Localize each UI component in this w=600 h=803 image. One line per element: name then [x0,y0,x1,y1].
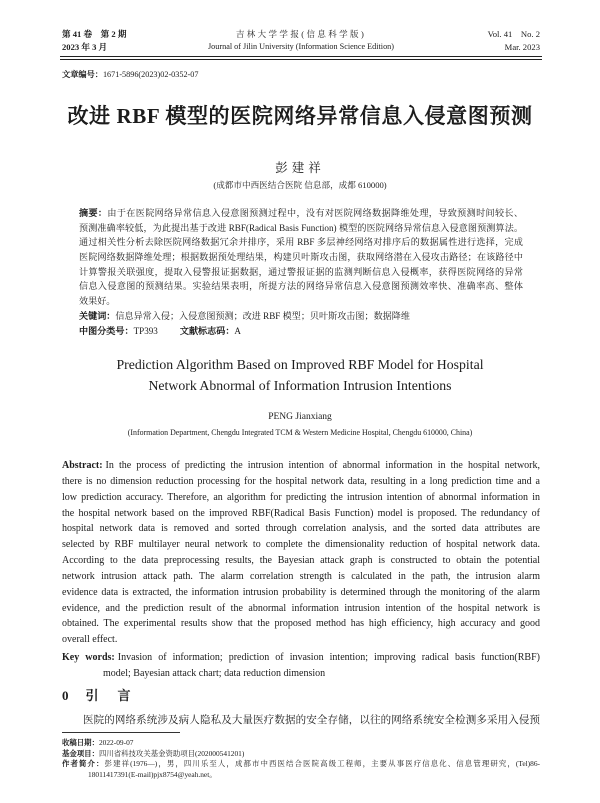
journal-name-cn: 吉林大学学报(信息科学版) [235,29,367,39]
affiliation-cn: (成都市中西医结合医院 信息部，成都 610000) [213,180,387,190]
volume-issue-cn: 第 41 卷 第 2 期 [62,29,127,39]
abstract-en-line: the hospital network based on the improved RBF(Radical Basis Function) model is proposed. The redundancy of [62,507,540,519]
article-number [62,69,198,81]
abstract-cn-line: 预测准确率较低，为此提出基于改进 RBF(Radical Basis Function) 模型的医院网络异常信息入侵意图预测算法。 [79,222,523,233]
author-cn: 彭建祥 [275,161,325,175]
abstract-en [62,458,540,648]
keywords-cn-text: 信息异常入侵；入侵意图预测；改进 RBF 模型；贝叶斯攻击图；数据降维 [115,310,410,321]
keywords-en-line: model; Bayesian attack chart; data reduction dimension [103,667,326,679]
fund-label: 基金项目： [62,748,99,758]
abstract-cn-line [79,206,523,221]
volume-issue-en: Vol. 41 No. 2 [487,29,540,39]
title-en [0,354,600,396]
footnote-fund [62,749,540,760]
abstract-en-line: evidence data is extracted, the information intrusion probability is determined through the monitoring of the alarm [62,586,540,598]
author-en: PENG Jianxiang [268,412,332,422]
abstract-cn-line: 信息入侵意图的预测结果。实验结果表明，所提方法的网络异常信息入侵意图预测效率快、准确率高、整体 [79,281,523,292]
keywords-en-line [62,650,540,666]
author-bio-label: 作者简介： [62,759,105,769]
footnote-author-contact: 18011417391(E-mail)pjx8754@yeah.net。 [88,769,217,779]
affiliation-en: (Information Department, Chengdu Integrated TCM & Western Medicine Hospital, Chengdu 610000, China) [127,428,473,437]
abstract-cn-label: 摘要： [79,208,108,218]
header-center [62,28,540,53]
abstract-en-line: obtained. The experimental results show that the proposed method has high efficiency, high accuracy and good [62,618,540,630]
received-date: 2022-09-07 [98,738,134,747]
abstract-en-line: overall effect. [62,634,118,646]
footnote-rule [62,732,180,733]
fund-text: 四川省科技攻关基金资助项目(202000541201) [98,748,245,758]
received-label: 收稿日期： [62,738,99,747]
classification [79,324,523,339]
abstract-en-text: In the process of predicting the intrusion intention of abnormal information in the hospital network, [105,460,540,471]
clc-value: TP393 [133,325,158,336]
keywords-en-text: Invasion of information; prediction of invasion intention; improving radical basis function(RBF) [117,652,540,663]
section-title: 引 言 [85,688,134,703]
header-right [488,28,540,53]
keywords-cn [79,309,523,324]
title-en-line: Network Abnormal of Information Intrusion Intentions [148,378,452,393]
article-number-value: 1671-5896(2023)02-0352-07 [102,70,199,79]
header-rule-thin [60,59,542,60]
doc-code-label: 文献标志码： [179,325,235,336]
journal-name-en: Journal of Jilin University (Information Science Edition) [208,41,394,51]
footnotes [62,738,540,780]
abstract-en-line: evidence, and the prediction result of the abnormal information intrusion intention of the hospital network is [62,602,540,614]
keywords-en-label: Key words: [62,652,115,663]
abstract-en-line: selected by RBF multilayer neural network to complete the dimensionality reduction of hospital network data. [62,539,540,551]
doc-code-value: A [234,325,241,336]
journal-header [62,28,540,55]
abstract-cn-line: 医院网络数据降维处理；根据数据预处理结果，构建贝叶斯攻击图，获取网络潜在入侵攻击路径；在该路径中 [79,252,523,263]
abstract-en-line: network intrusion attack path. The alarm correlation strength is calculated in the path, the intrusion alarm [62,570,540,582]
body-paragraph: 医院的网络系统涉及病人隐私及大量医疗数据的安全存储，以往的网络系统安全检测多采用入侵预 [83,715,540,726]
title-cn: 改进 RBF 模型的医院网络异常信息入侵意图预测 [67,104,533,128]
abstract-cn-line: 效果好。 [79,296,116,307]
author-bio-text: 彭建祥(1976—)，男，四川乐至人，成都市中西医结合医院高级工程师，主要从事医疗信息化、信息管理研究，(Tel)86- [104,759,540,769]
abstract-cn-line: 计算警报关联强度，提取入侵警报证据数据，通过警报证据的监测判断信息入侵概率，获得医院网络的异常 [79,266,523,277]
abstract-en-line [62,458,540,474]
abstract-cn-text: 由于在医院网络异常信息入侵意图预测过程中，没有对医院网络数据降维处理，导致预测时间较长、 [107,208,523,218]
abstract-en-line: low prediction accuracy. Therefore, an algorithm for predicting the intrusion intention of abnormal information in [62,491,540,503]
section-number: 0 [62,688,69,703]
abstract-en-line: there is no dimension reduction processing for the hospital network data, resulting in a long prediction time and a [62,475,540,487]
abstract-en-line: According to the data preprocessing results, the Bayesian attack graph is constructed to obtain the potential [62,555,540,567]
abstract-cn [79,206,523,338]
abstract-en-line: hospital network data is removed and sorted through correlation analysis, and the sorted data attributes are [62,523,540,535]
publication-date-cn: 2023 年 3 月 [62,41,108,52]
footnote-author [62,759,540,770]
clc-label: 中图分类号： [79,325,134,336]
keywords-cn-label: 关键词： [79,310,116,321]
abstract-en-label: Abstract: [62,460,103,471]
keywords-en [62,650,540,682]
section-heading [62,688,134,704]
article-number-label: 文章编号： [62,70,103,79]
title-en-line: Prediction Algorithm Based on Improved RBF Model for Hospital [116,357,484,372]
footnote-received [62,738,540,749]
publication-date-en: Mar. 2023 [504,41,540,52]
header-rule-thick [60,56,542,57]
abstract-cn-line: 通过相关性分析去除医院网络数据冗余并排序，采用 RBF 多层神经网络对排序后的数据属性进行选择，完成 [79,237,523,248]
